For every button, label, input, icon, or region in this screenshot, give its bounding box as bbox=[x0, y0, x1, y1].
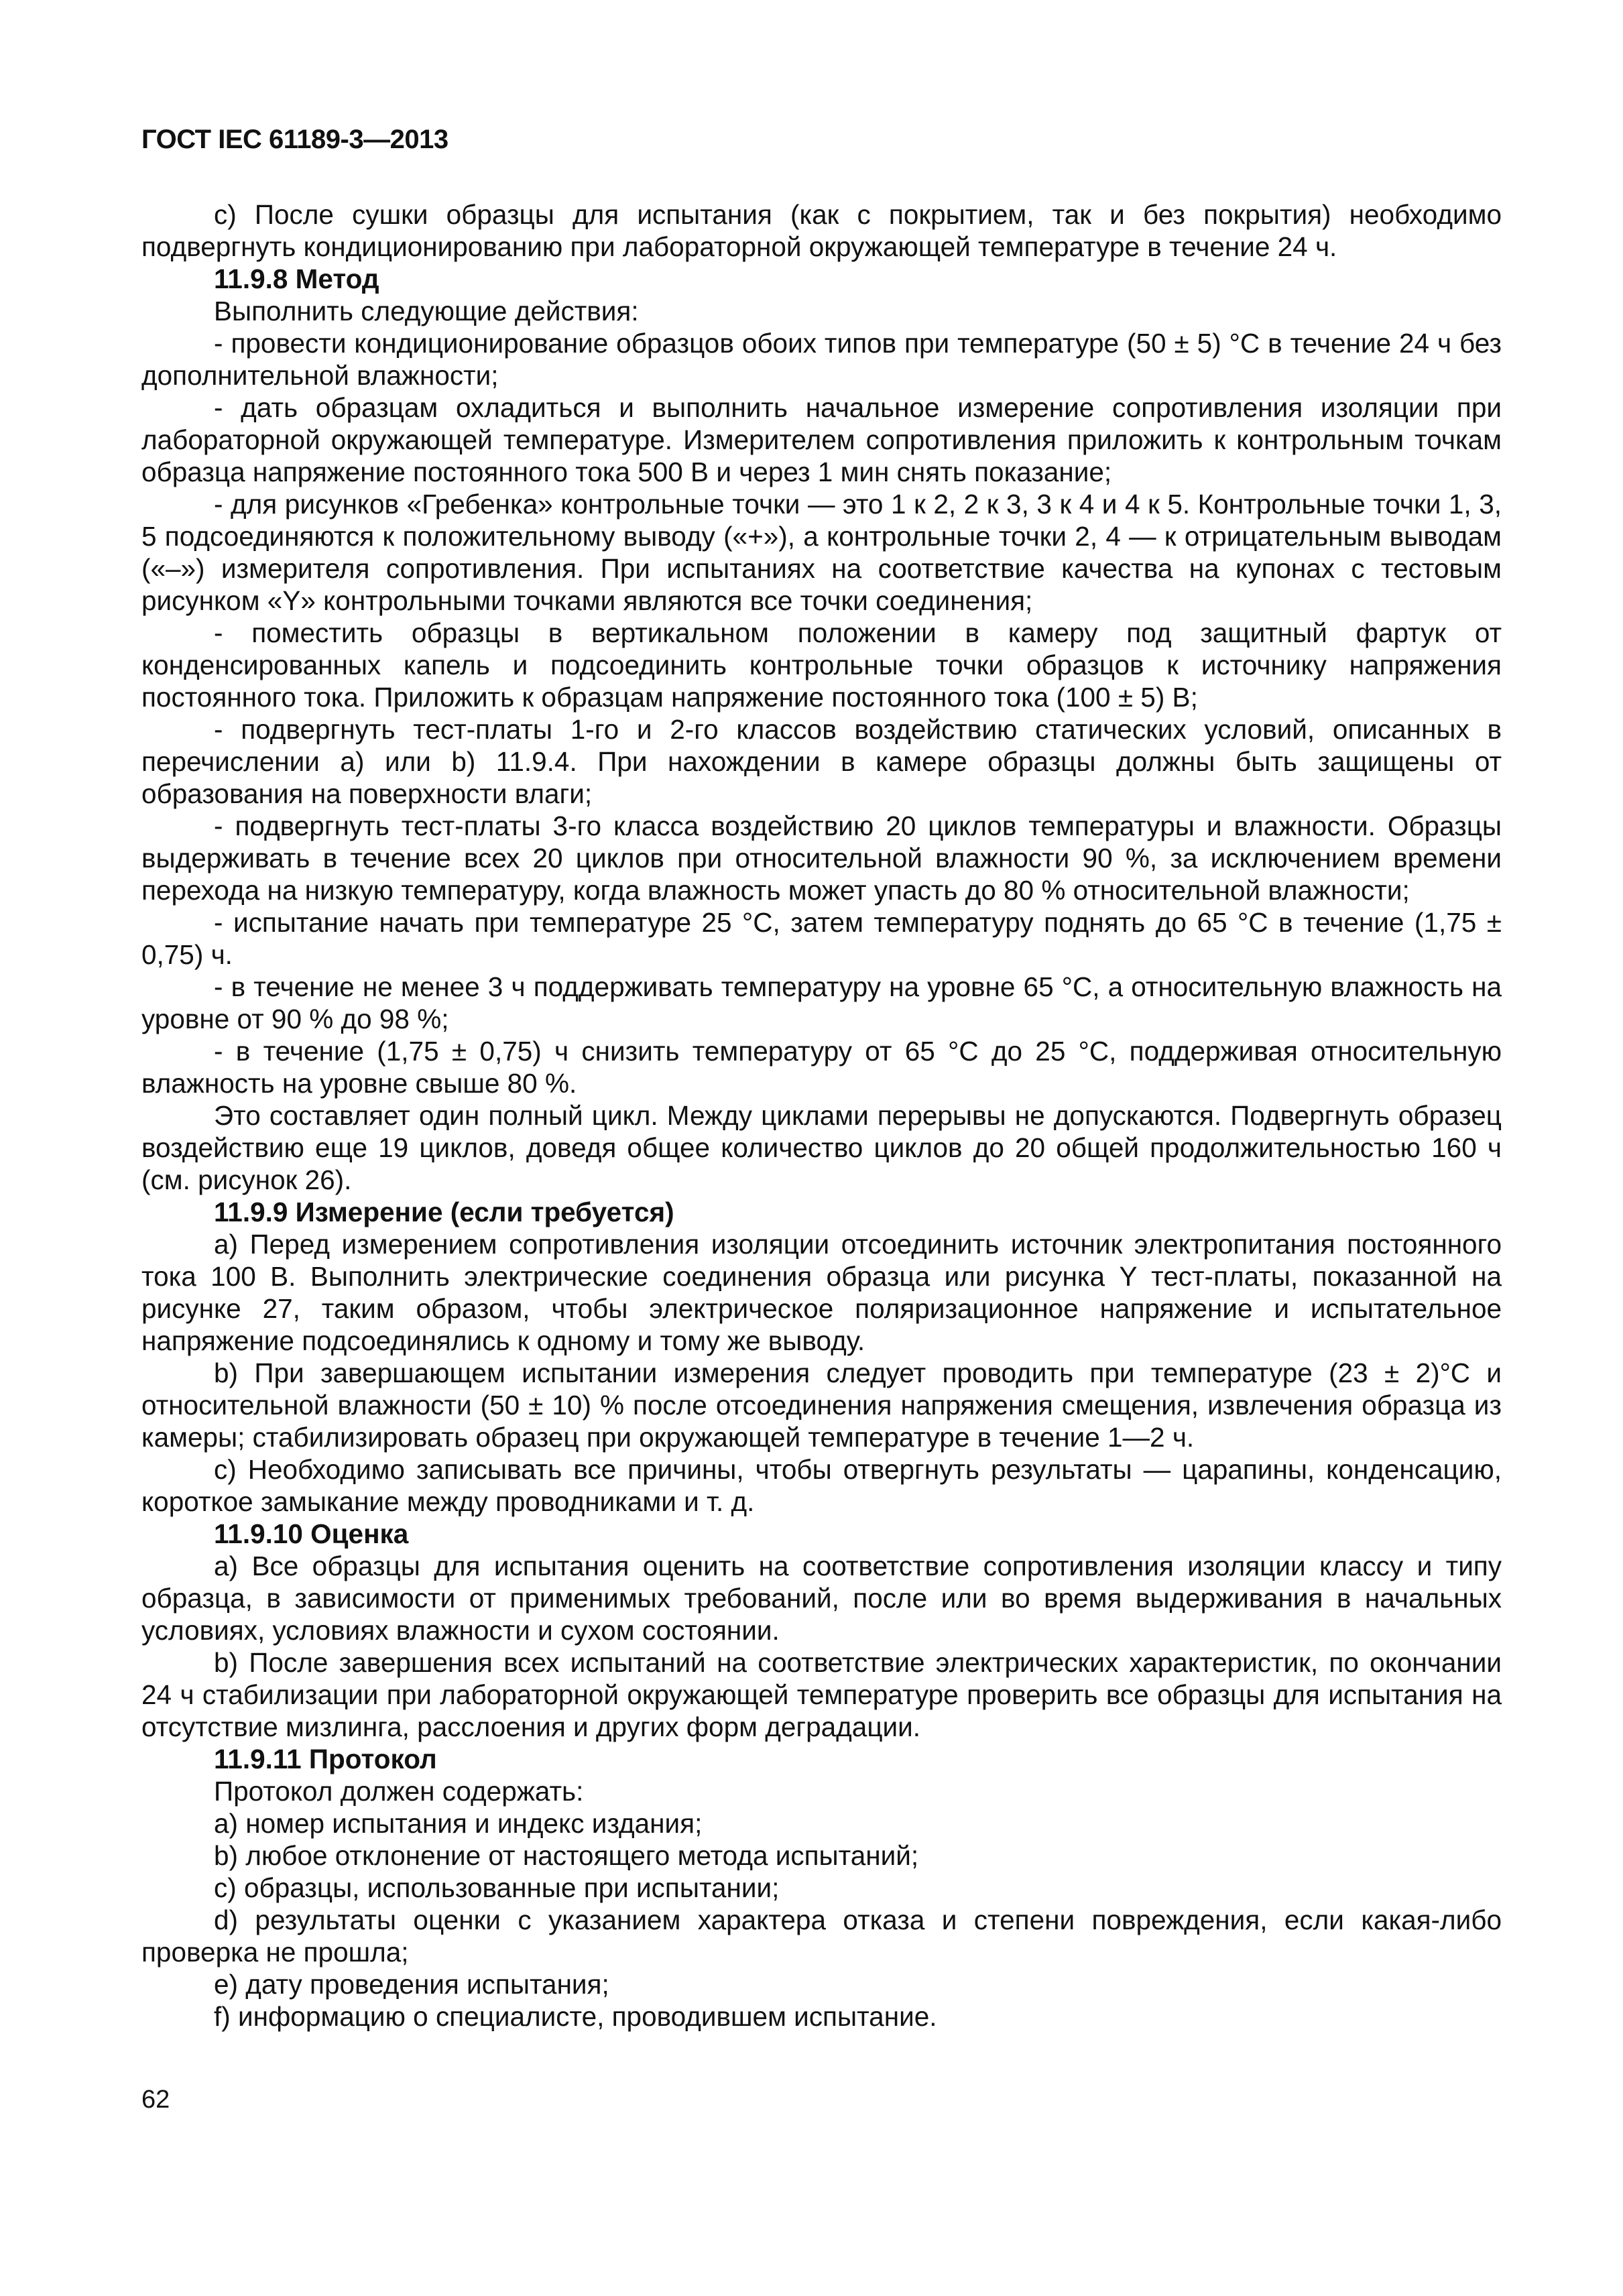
paragraph: Это составляет один полный цикл. Между циклами перерывы не допускаются. Подвергнуть образец воздействию еще 19 циклов, доведя общее количество циклов до 20 общей продолжительностью 160 ч (см. рисунок 26). bbox=[141, 1100, 1502, 1195]
section-heading: 11.9.8 Метод bbox=[214, 263, 379, 294]
list-item: - провести кондиционирование образцов обоих типов при температуре (50 ± 5) °С в течение 24 ч без дополнительной влажности; bbox=[141, 328, 1502, 391]
list-item: - подвергнуть тест-платы 1-го и 2-го классов воздействию статических условий, описанных в перечислении а) или b) 11.9.4. При нахождении в камере образцы должны быть защищены от образования на поверхности влаги; bbox=[141, 714, 1502, 809]
list-item: - поместить образцы в вертикальном положении в камеру под защитный фартук от конденсированных капель и подсоединить контрольные точки образцов к источнику напряжения постоянного тока. Приложить к образцам напряжение постоянного тока (100 ± 5) В; bbox=[141, 617, 1502, 713]
section-heading: 11.9.10 Оценка bbox=[214, 1518, 409, 1549]
paragraph: b) При завершающем испытании измерения следует проводить при температуре (23 ± 2)°С и относительной влажности (50 ± 10) % после отсоединения напряжения смещения, извлечения образца из камеры; стабилизировать образец при окружающей температуре в течение 1—2 ч. bbox=[141, 1357, 1502, 1453]
document-header: ГОСТ IEC 61189-3—2013 bbox=[141, 125, 448, 154]
list-item: f) информацию о специалисте, проводившем испытание. bbox=[214, 2001, 937, 2032]
list-item: - дать образцам охладиться и выполнить начальное измерение сопротивления изоляции при лабораторной окружающей температуре. Измерителем сопротивления приложить к контрольным точкам образца напряжение постоянного тока 500 В и через 1 мин снять показание; bbox=[141, 392, 1502, 487]
paragraph: c) После сушки образцы для испытания (как с покрытием, так и без покрытия) необходимо подвергнуть кондиционированию при лабораторной окружающей температуре в течение 24 ч. bbox=[141, 199, 1502, 262]
page-number: 62 bbox=[141, 2086, 170, 2114]
list-item: b) любое отклонение от настоящего метода испытаний; bbox=[214, 1840, 919, 1871]
list-item: - в течение (1,75 ± 0,75) ч снизить температуру от 65 °С до 25 °С, поддерживая относительную влажность на уровне свыше 80 %. bbox=[141, 1036, 1502, 1099]
paragraph: c) Необходимо записывать все причины, чтобы отвергнуть результаты — царапины, конденсацию, короткое замыкание между проводниками и т. д. bbox=[141, 1454, 1502, 1517]
paragraph: Протокол должен содержать: bbox=[214, 1776, 584, 1807]
list-item: а) номер испытания и индекс издания; bbox=[214, 1808, 703, 1839]
section-heading: 11.9.11 Протокол bbox=[214, 1744, 437, 1774]
list-item: e) дату проведения испытания; bbox=[214, 1969, 609, 2000]
list-item: - подвергнуть тест-платы 3-го класса воздействию 20 циклов температуры и влажности. Образцы выдерживать в течение всех 20 циклов при относительной влажности 90 %, за исключением времени перехода на низкую температуру, когда влажность может упасть до 80 % относительной влажности; bbox=[141, 810, 1502, 906]
list-item: c) образцы, использованные при испытании; bbox=[214, 1872, 780, 1903]
list-item: - испытание начать при температуре 25 °С, затем температуру поднять до 65 °С в течение (1,75 ± 0,75) ч. bbox=[141, 907, 1502, 970]
list-item: d) результаты оценки с указанием характера отказа и степени повреждения, если какая-либо проверка не прошла; bbox=[141, 1905, 1502, 1968]
paragraph: Выполнить следующие действия: bbox=[214, 296, 639, 326]
document-body bbox=[141, 198, 1502, 2033]
paragraph: b) После завершения всех испытаний на соответствие электрических характеристик, по окончании 24 ч стабилизации при лабораторной окружающей температуре проверить все образцы для испытания на отсутствие мизлинга, расслоения и других форм деградации. bbox=[141, 1647, 1502, 1742]
list-item: - для рисунков «Гребенка» контрольные точки — это 1 к 2, 2 к 3, 3 к 4 и 4 к 5. Контрольные точки 1, 3, 5 подсоединяются к положительному выводу («+»), а контрольные точки 2, 4 — к отрицательным выводам («–») измерителя сопротивления. При испытаниях на соответствие качества на купонах с тестовым рисунком «Y» контрольными точками являются все точки соединения; bbox=[141, 489, 1502, 616]
paragraph: а) Перед измерением сопротивления изоляции отсоединить источник электропитания постоянного тока 100 В. Выполнить электрические соединения образца или рисунка Y тест-платы, показанной на рисунке 27, таким образом, чтобы электрическое поляризационное напряжение и испытательное напряжение подсоединялись к одному и тому же выводу. bbox=[141, 1229, 1502, 1356]
paragraph: а) Все образцы для испытания оценить на соответствие сопротивления изоляции классу и типу образца, в зависимости от применимых требований, после или во время выдерживания в начальных условиях, условиях влажности и сухом состоянии. bbox=[141, 1551, 1502, 1646]
section-heading: 11.9.9 Измерение (если требуется) bbox=[214, 1197, 674, 1227]
list-item: - в течение не менее 3 ч поддерживать температуру на уровне 65 °С, а относительную влажность на уровне от 90 % до 98 %; bbox=[141, 971, 1502, 1034]
